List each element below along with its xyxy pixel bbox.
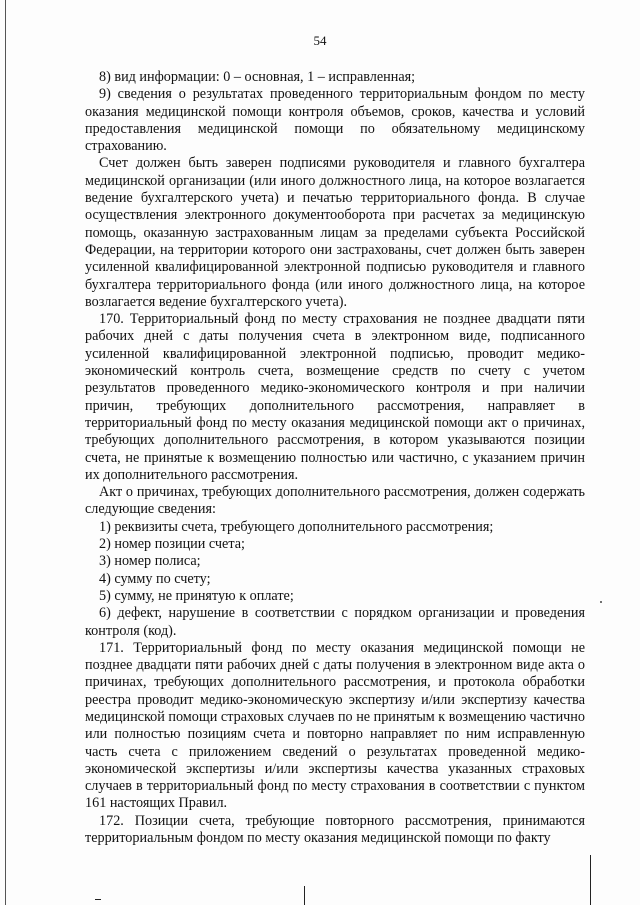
list-item: 4) сумму по счету; [99, 570, 211, 587]
paragraph: 171. Территориальный фонд по месту оказания медицинской помощи не позднее двадцати пяти рабочих дней с даты получения в электронном виде акта о причинах, требующих дополнительного рассмотрения, и протокола обработки реестра проводит медико-экономическую экспертизу и/или экспертизу качества медицинской помощи страховых случаев по не принятым к возмещению частично или полностью позициям счета и повторно направляет по ним исправленную часть счета с приложением сведений о результатах проведенной медико-экономической экспертизы и/или экспертизы качества указанных страховых случаев в территориальный фонд по месту страхования в соответствии с пунктом 161 настоящих Правил. [85, 639, 585, 812]
paragraph: 172. Позиции счета, требующие повторного рассмотрения, принимаются территориальным фондом по месту оказания медицинской помощи по факту [85, 812, 585, 847]
scan-speck [600, 601, 602, 603]
paragraph: Счет должен быть заверен подписями руководителя и главного бухгалтера медицинской организации (или иного должностного лица, на которое возлагается ведение бухгалтерского учета) и печатью территориального фонда. В случае осуществления электронного документооборота при расчетах за медицинскую помощь, оказанную застрахованным лицам за пределами субъекта Российской Федерации, на территории которого они застрахованы, счет должен быть заверен усиленной квалифицированной электронной подписью руководителя и главного бухгалтера территориального фонда (или иного должностного лица, на которое возлагается ведение бухгалтерского учета). [85, 155, 585, 310]
paragraph: Акт о причинах, требующих дополнительного рассмотрения, должен содержать следующие сведения: [85, 484, 585, 518]
paragraph: 170. Территориальный фонд по месту страхования не позднее двадцати пяти рабочих дней с даты получения счета в электронном виде, подписанного усиленной квалифицированной электронной подписью, проводит медико-экономический контроль счета, возмещение средств по счету с учетом результатов проведенного медико-экономического контроля и при наличии причин, требующих дополнительного рассмотрения, направляет в территориальный фонд по месту оказания медицинской помощи акт о причинах, требующих дополнительного рассмотрения, в котором указываются позиции счета, не принятые к возмещению полностью или частично, с указанием причин их дополнительного рассмотрения. [85, 311, 585, 483]
scan-edge-line [95, 899, 101, 900]
list-item: 2) номер позиции счета; [99, 536, 245, 553]
paragraph: 8) вид информации: 0 – основная, 1 – исправленная; [99, 69, 416, 85]
scan-edge-line [5, 0, 6, 905]
scan-edge-line [304, 886, 305, 905]
paragraph: 9) сведения о результатах проведенного территориальным фондом по месту оказания медицинской помощи контроля объемов, сроков, качества и условий предоставления медицинской помощи по обязательному медицинскому страхованию. [85, 86, 585, 155]
scan-edge-line [590, 855, 591, 905]
list-item: 1) реквизиты счета, требующего дополнительного рассмотрения; [99, 518, 494, 535]
list-item: 6) дефект, нарушение в соответствии с порядком организации и проведения контроля (код). [85, 605, 585, 639]
document-body [85, 69, 585, 847]
list-item: 5) сумму, не принятую к оплате; [99, 587, 294, 604]
list-item: 3) номер полиса; [99, 553, 201, 570]
page-number: 54 [313, 33, 327, 48]
